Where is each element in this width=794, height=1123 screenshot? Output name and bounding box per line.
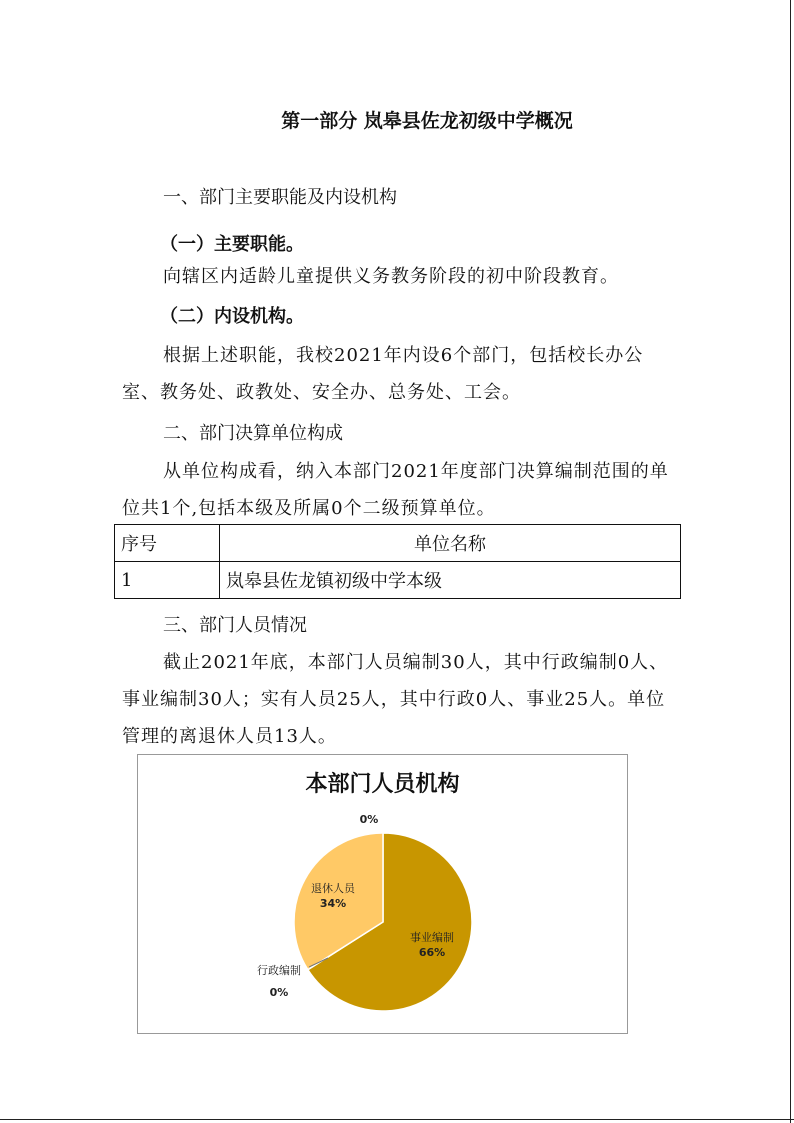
section-3-text: 截止2021年底，本部门人员编制30人，其中行政编制0人、事业编制30人；实有人员25人，其中行政0人、事业25人。单位管理的离退休人员13人。 [122,652,669,747]
section-1-2-text: 根据上述职能，我校2021年内设6个部门，包括校长办公室、教务处、政教处、安全办、总务处、工会。 [122,345,644,403]
section-1-2-heading: （二）内设机构。 [160,306,304,327]
unit-table [114,524,681,599]
document-title: 第一部分 岚皋县佐龙初级中学概况 [281,110,573,132]
section-1-heading: 一、部门主要职能及内设机构 [163,187,397,208]
section-1-1-heading: （一）主要职能。 [160,234,304,255]
data-label-value-3: 0% [359,813,379,826]
table-cell-index: 1 [115,562,220,599]
data-label-value-0: 0% [269,986,289,999]
table-row [115,562,681,599]
table-header-unit-name: 单位名称 [220,525,681,562]
page-edge-bottom [0,1119,794,1120]
pie-chart [137,754,628,1034]
data-label-value-1: 66% [418,946,446,959]
data-label-category-2: 退休人员 [311,882,355,895]
chart-title: 本部门人员机构 [305,772,460,797]
data-label-category-0: 行政编制 [257,964,301,977]
table-cell-unit-name: 岚皋县佐龙镇初级中学本级 [220,562,681,599]
pie-chart-svg [138,755,627,1033]
section-1-1-text: 向辖区内适龄儿童提供义务教务阶段的初中阶段教育。 [163,266,619,287]
section-2-heading: 二、部门决算单位构成 [163,423,343,444]
section-2-text: 从单位构成看，纳入本部门2021年度部门决算编制范围的单位共1个,包括本级及所属0个二级预算单位。 [122,461,669,519]
table-header-index: 序号 [115,525,220,562]
section-3-heading: 三、部门人员情况 [163,615,307,636]
data-label-value-2: 34% [319,897,347,910]
page-edge-right [790,0,791,1123]
table-header-row [115,525,681,562]
data-label-category-1: 事业编制 [410,931,454,944]
